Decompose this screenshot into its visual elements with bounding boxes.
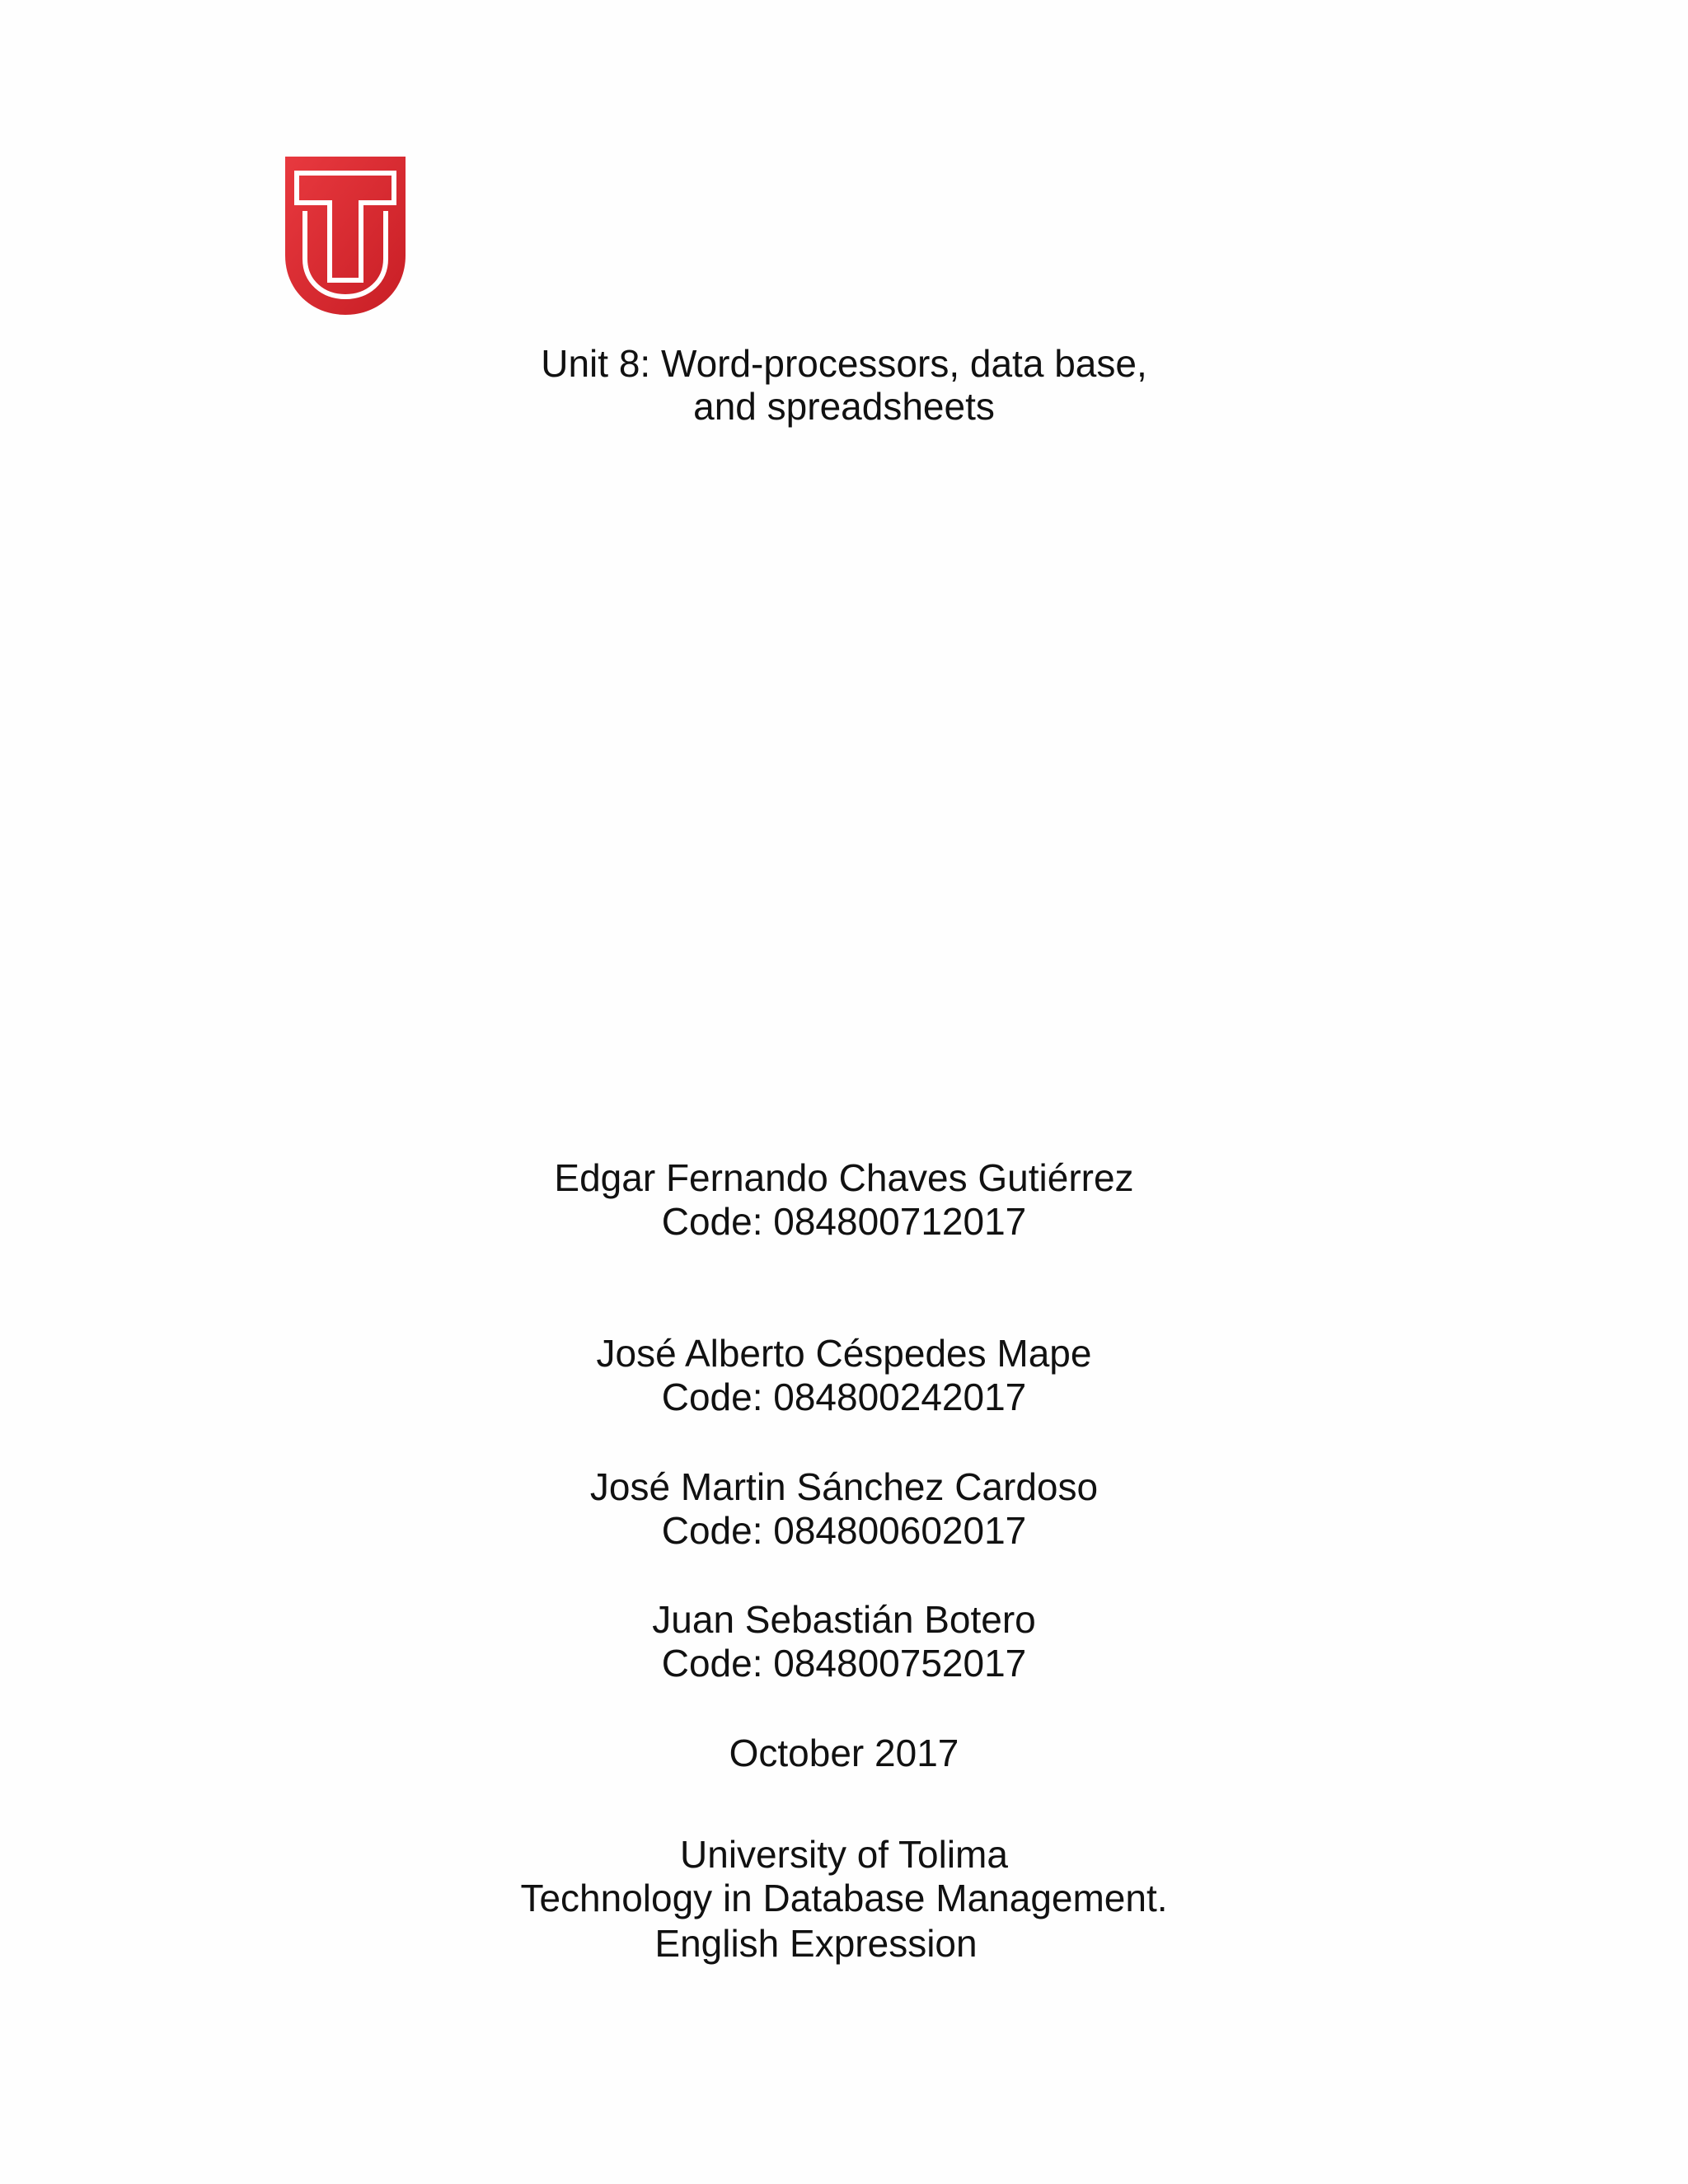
author-name: José Alberto Céspedes Mape bbox=[596, 1332, 1092, 1375]
document-date: October 2017 bbox=[729, 1732, 959, 1774]
author-code: Code: 084800602017 bbox=[661, 1509, 1027, 1552]
author-code: Code: 084800712017 bbox=[661, 1200, 1027, 1243]
author-code: Code: 084800752017 bbox=[661, 1642, 1027, 1685]
course-name: English Expression bbox=[654, 1922, 978, 1965]
university-logo-icon bbox=[285, 157, 406, 315]
title-line-2: and spreadsheets bbox=[693, 385, 995, 428]
title-line-1: Unit 8: Word-processors, data base, bbox=[541, 342, 1147, 385]
author-name: Juan Sebastián Botero bbox=[652, 1598, 1036, 1641]
author-name: José Martin Sánchez Cardoso bbox=[589, 1465, 1099, 1508]
author-name: Edgar Fernando Chaves Gutiérrez bbox=[554, 1156, 1134, 1199]
program-name: Technology in Database Management. bbox=[520, 1877, 1168, 1919]
university-name: University of Tolima bbox=[680, 1833, 1008, 1876]
author-code: Code: 084800242017 bbox=[661, 1376, 1027, 1418]
